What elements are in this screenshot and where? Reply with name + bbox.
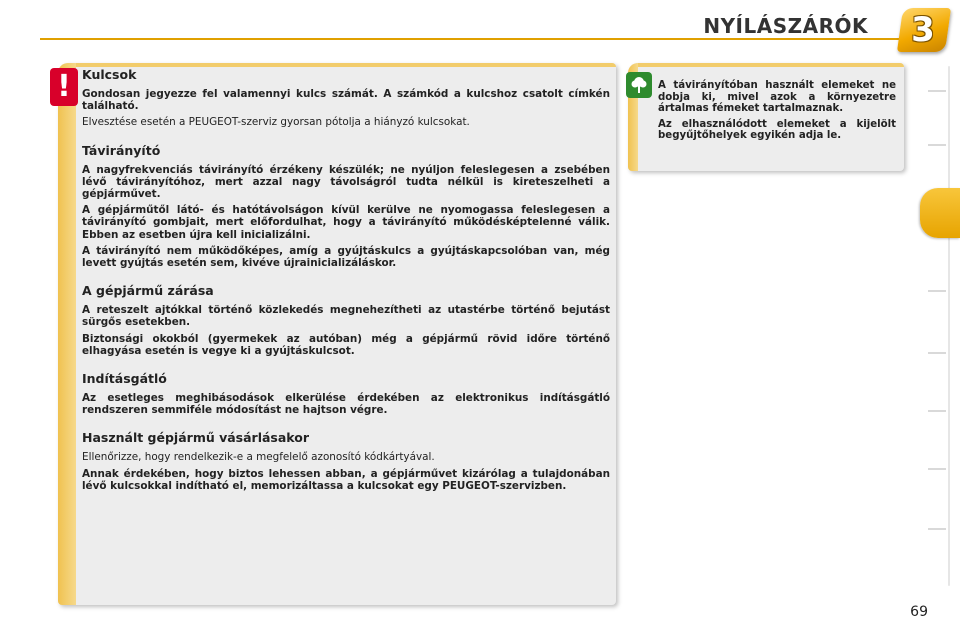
environment-tree-icon <box>626 72 652 98</box>
panel-accent-bar <box>58 63 76 605</box>
paragraph: Annak érdekében, hogy biztos lehessen abban, a gépjárművet kizárólag a tulajdonában lévő kulcsokkal indítható el, memorizáltassa a kulcsokat egy PEUGEOT-szervizben. <box>82 467 610 492</box>
section-title-hasznalt-gepjarmu: Használt gépjármű vásárlásakor <box>82 430 310 446</box>
paragraph: Ellenőrizze, hogy rendelkezik-e a megfelelő azonosító kódkártyával. <box>82 451 435 464</box>
warning-exclamation-icon: ! <box>50 68 78 106</box>
section-title-kulcsok: Kulcsok <box>82 67 137 82</box>
tab-separator <box>928 352 946 354</box>
main-content <box>82 67 610 496</box>
paragraph: A távirányítóban használt elemeket ne dobja ki, mivel azok a környezetre ártalmas fémeket tartalmaznak. <box>658 80 896 115</box>
tab-separator <box>928 410 946 412</box>
chapter-tab-strip <box>916 58 960 578</box>
section-title-gepjarmu-zarasa: A gépjármű zárása <box>82 283 214 299</box>
section-title-taviranyito: Távirányító <box>82 142 161 158</box>
panel-top-accent <box>638 63 904 67</box>
page-number: 69 <box>910 604 928 620</box>
paragraph: Biztonsági okokból (gyermekek az autóban) még a gépjármű rövid időre történő elhagyása esetén is vegye ki a gyújtáskulcsot. <box>82 332 610 357</box>
paragraph: Elvesztése esetén a PEUGEOT-szerviz gyorsan pótolja a hiányzó kulcsokat. <box>82 116 470 129</box>
tab-separator <box>928 468 946 470</box>
tip-content <box>658 80 896 146</box>
paragraph: A távirányító nem működőképes, amíg a gyújtáskulcs a gyújtáskapcsolóban van, még levett gyújtás esetén sem, kivéve újrainicializáláskor. <box>82 244 610 270</box>
paragraph: A gépjárműtől látó- és hatótávolságon kívül kerülve ne nyomogassa feleslegesen a távirányító gombjait, mert előfordulhat, hogy a távirányító működésképtelenné válik. Ebben az esetben újra kell inicializálni. <box>82 204 610 241</box>
tab-separator <box>928 290 946 292</box>
header-rule <box>40 38 920 40</box>
paragraph: Az elhasználódott elemeket a kijelölt begyűjtőhelyek egyikén adja le. <box>658 118 896 142</box>
tab-separator <box>928 528 946 530</box>
tab-separator <box>928 90 946 92</box>
paragraph: A nagyfrekvenciás távirányító érzékeny készülék; ne nyúljon feleslegesen a zsebében lévő távirányítóhoz, mert azzal nagy távolságról tudta nélkül is kireteszelheti a gépjárművet. <box>82 163 610 201</box>
chapter-number: 3 <box>911 10 935 50</box>
paragraph: Az esetleges meghibásodások elkerülése érdekében az elektronikus indításgátló rendszeren semmiféle módosítást ne hajtson végre. <box>82 392 610 417</box>
tree-icon <box>629 75 649 95</box>
paragraph: Gondosan jegyezze fel valamennyi kulcs számát. A számkód a kulcshoz csatolt címkén található. <box>82 88 610 113</box>
tab-strip-rail <box>948 66 950 586</box>
paragraph: A reteszelt ajtókkal történő közlekedés megnehezítheti az utastérbe történő bejutást sürgős esetekben. <box>82 304 610 329</box>
chapter-tab-active[interactable] <box>920 188 960 238</box>
tab-separator <box>928 144 946 146</box>
section-title-inditasgatlo: Indításgátló <box>82 371 167 387</box>
page-title: NYÍLÁSZÁRÓK <box>703 14 868 38</box>
